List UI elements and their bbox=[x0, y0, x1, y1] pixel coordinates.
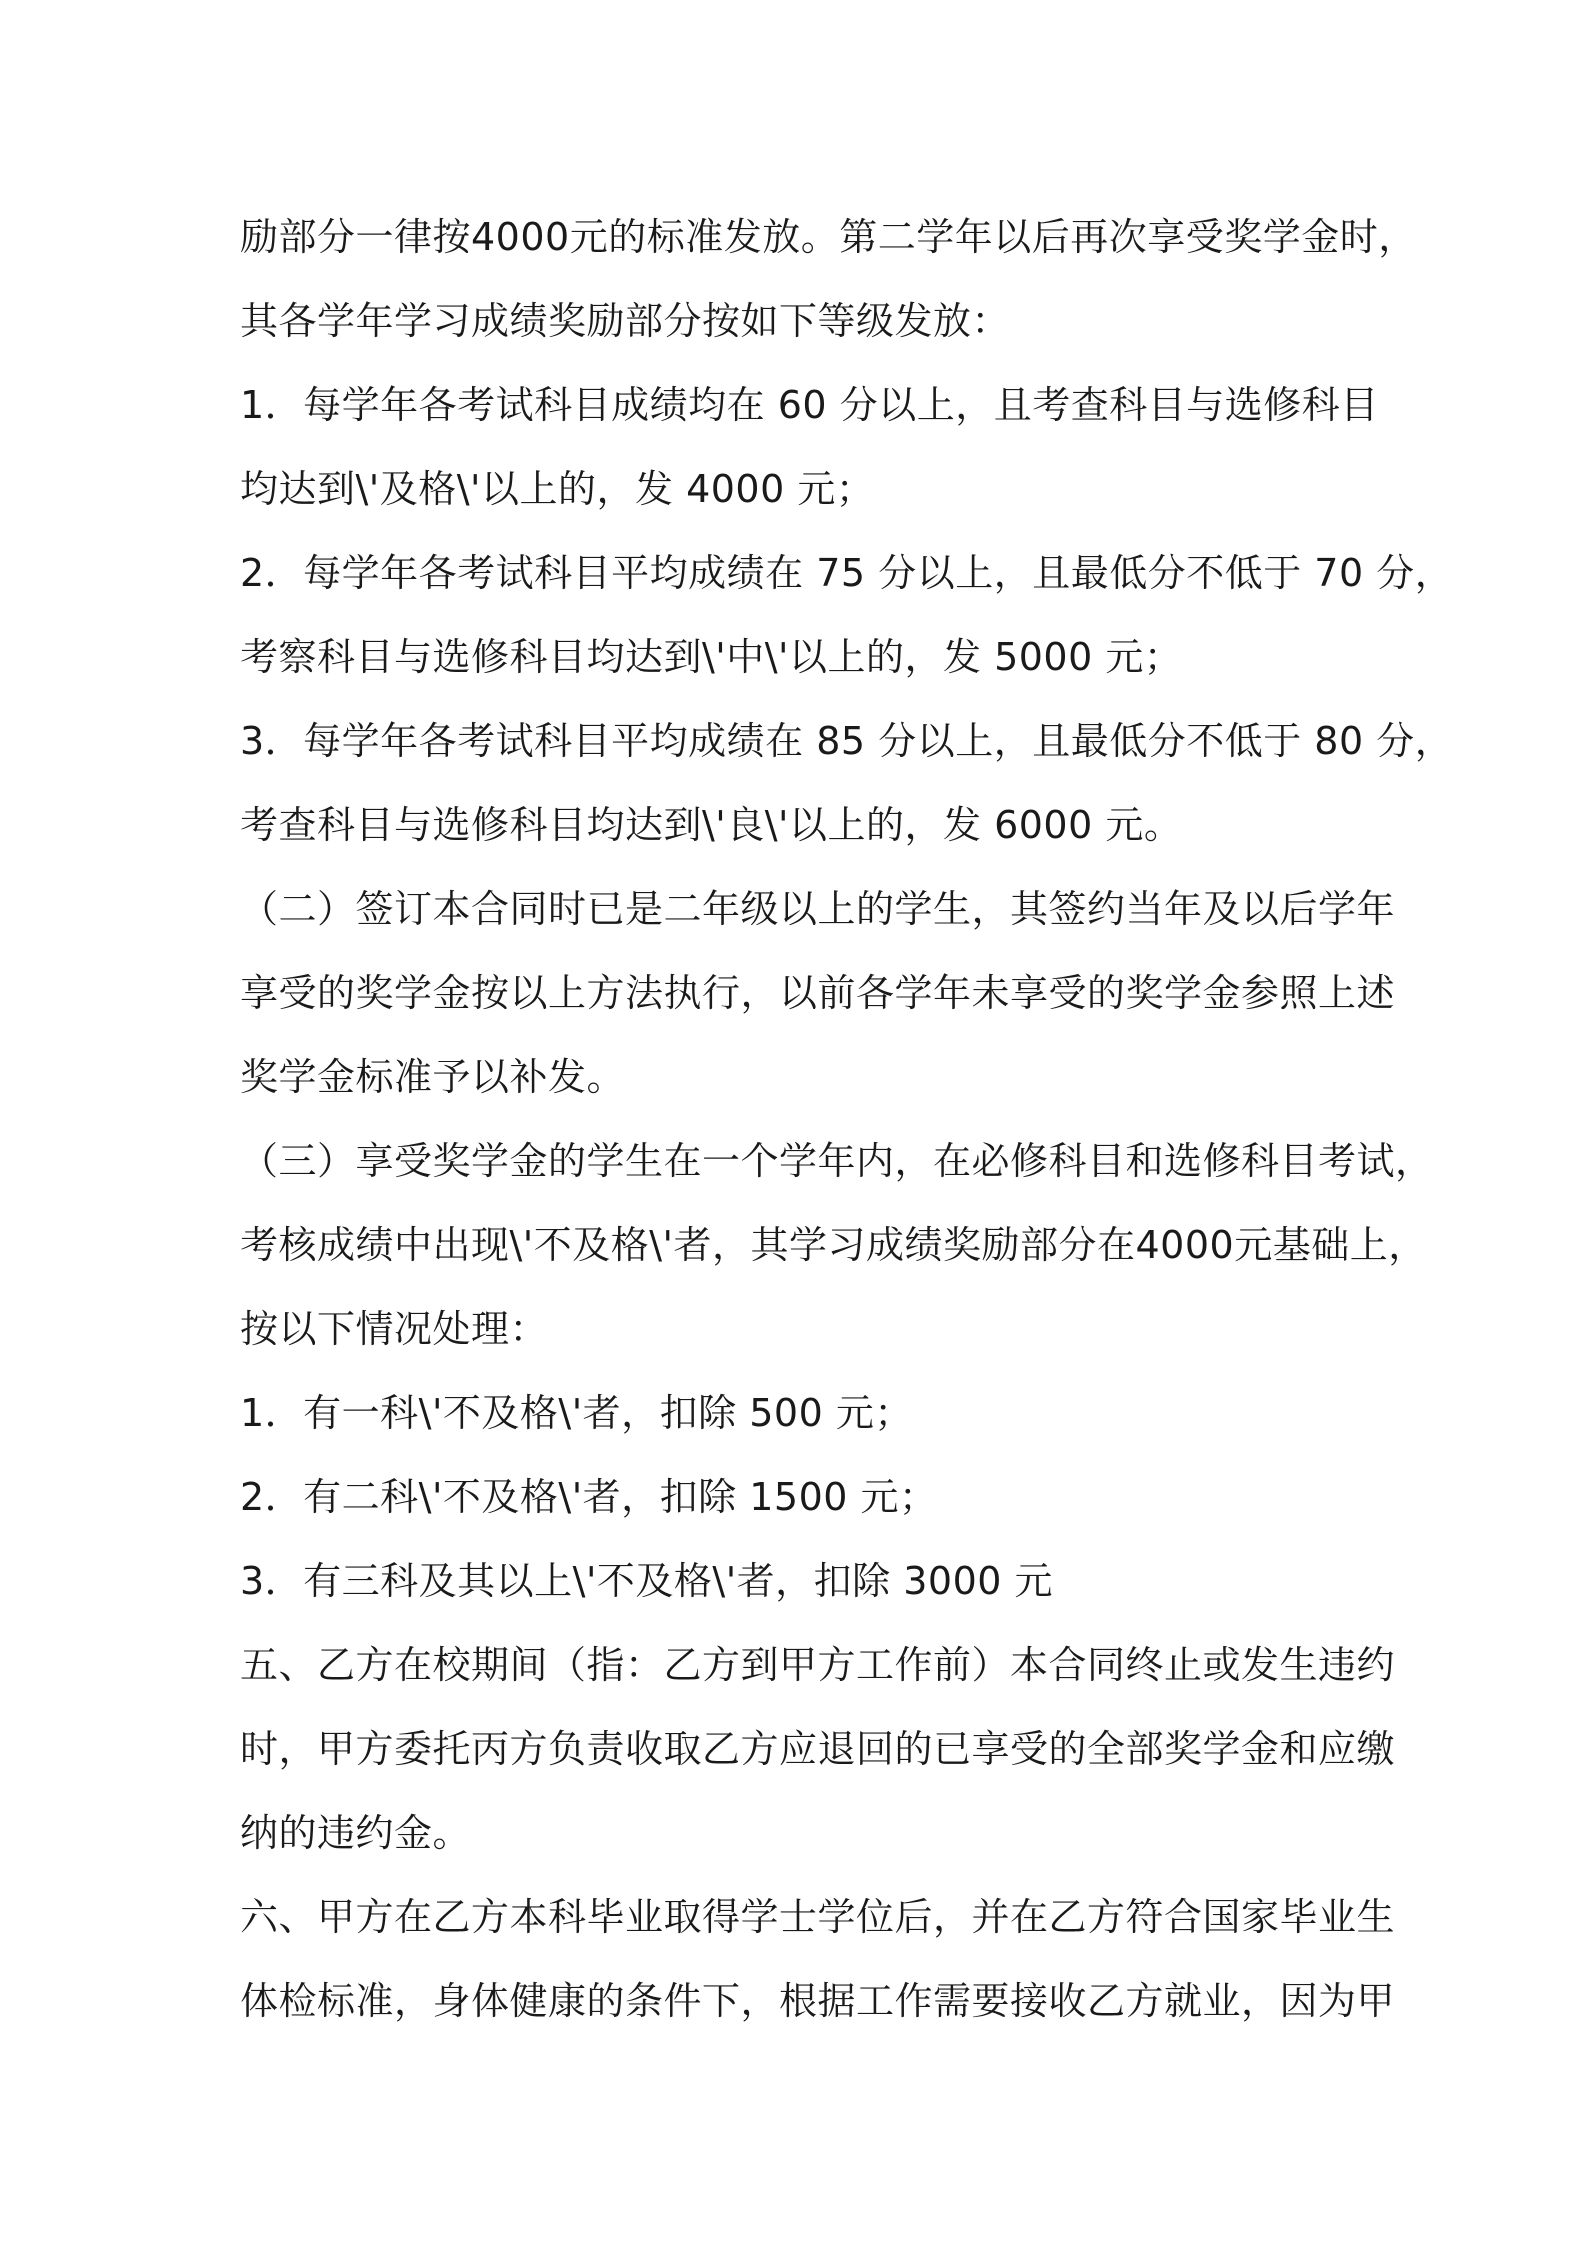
text-line: 均达到\'及格\'以上的，发 4000 元； bbox=[240, 467, 875, 511]
text-line: 体检标准，身体健康的条件下，根据工作需要接收乙方就业，因为甲 bbox=[240, 1979, 1396, 2023]
text-line: （二）签订本合同时已是二年级以上的学生，其签约当年及以后学年 bbox=[240, 887, 1396, 931]
text-line: 其各学年学习成绩奖励部分按如下等级发放： bbox=[240, 299, 1011, 343]
text-line: 考核成绩中出现\'不及格\'者，其学习成绩奖励部分在4000元基础上， bbox=[240, 1223, 1427, 1267]
text-line: 1．有一科\'不及格\'者，扣除 500 元； bbox=[240, 1391, 913, 1435]
text-line: 2．每学年各考试科目平均成绩在 75 分以上，且最低分不低于 70 分， bbox=[240, 551, 1454, 595]
text-line: 按以下情况处理： bbox=[240, 1307, 549, 1351]
text-line: 五、乙方在校期间（指：乙方到甲方工作前）本合同终止或发生违约 bbox=[240, 1643, 1396, 1687]
text-line: 考察科目与选修科目均达到\'中\'以上的，发 5000 元； bbox=[240, 635, 1183, 679]
text-line: 2．有二科\'不及格\'者，扣除 1500 元； bbox=[240, 1475, 938, 1519]
text-line: 时，甲方委托丙方负责收取乙方应退回的已享受的全部奖学金和应缴 bbox=[240, 1727, 1396, 1771]
text-line: 3．有三科及其以上\'不及格\'者，扣除 3000 元 bbox=[240, 1559, 1054, 1603]
document-body bbox=[240, 195, 1454, 2043]
text-line: 六、甲方在乙方本科毕业取得学士学位后，并在乙方符合国家毕业生 bbox=[240, 1895, 1396, 1939]
text-line: 1．每学年各考试科目成绩均在 60 分以上，且考查科目与选修科目 bbox=[240, 383, 1379, 427]
text-line: 励部分一律按4000元的标准发放。第二学年以后再次享受奖学金时， bbox=[240, 215, 1417, 259]
text-line: 奖学金标准予以补发。 bbox=[240, 1055, 626, 1099]
text-line: 纳的违约金。 bbox=[240, 1811, 472, 1855]
text-line: 考查科目与选修科目均达到\'良\'以上的，发 6000 元。 bbox=[240, 803, 1183, 847]
text-line: 享受的奖学金按以上方法执行，以前各学年未享受的奖学金参照上述 bbox=[240, 971, 1396, 1015]
text-line: 3．每学年各考试科目平均成绩在 85 分以上，且最低分不低于 80 分， bbox=[240, 719, 1454, 763]
text-line: （三）享受奖学金的学生在一个学年内，在必修科目和选修科目考试， bbox=[240, 1139, 1434, 1183]
